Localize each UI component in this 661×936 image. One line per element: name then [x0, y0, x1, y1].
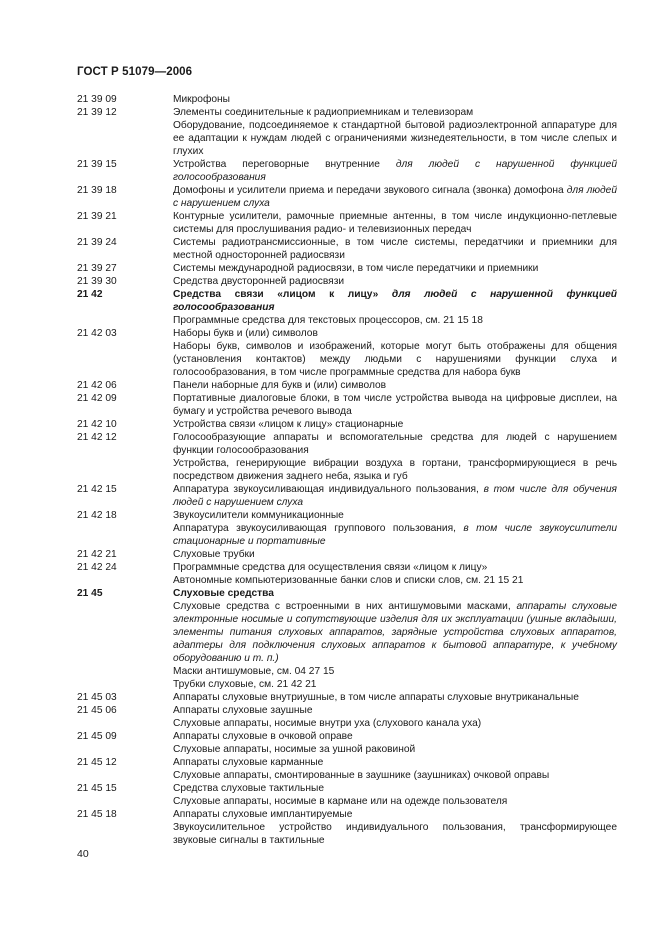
class-code	[77, 743, 173, 756]
class-code: 21 39 30	[77, 276, 117, 287]
list-item	[77, 808, 617, 821]
class-code: 21 42 09	[77, 393, 117, 404]
text-segment: Устройства, генерирующие вибрации воздуха в гортани, трансформирующиеся в речь посредством движения заднего неба, языка и губ	[173, 458, 617, 482]
class-description	[173, 483, 617, 509]
class-code: 21 45 06	[77, 705, 117, 716]
list-item	[77, 431, 617, 457]
page-number: 40	[77, 848, 89, 860]
class-description	[173, 717, 617, 730]
class-description	[173, 769, 617, 782]
class-code: 21 42 06	[77, 380, 117, 391]
list-item	[77, 600, 617, 665]
class-description	[173, 93, 617, 106]
text-segment: Панели наборные для букв и (или) символов	[173, 380, 387, 391]
text-segment: Аппараты слуховые карманные	[173, 757, 324, 768]
text-segment: Аппараты слуховые имплантируемые	[173, 809, 353, 820]
text-segment: Средства связи «лицом к лицу»	[173, 289, 392, 300]
class-description	[173, 418, 617, 431]
text-segment: Элементы соединительные к радиоприемникам и телевизорам	[173, 107, 474, 118]
class-code	[77, 522, 173, 548]
text-segment: Наборы букв и (или) символов	[173, 328, 318, 339]
class-code: 21 42 24	[77, 562, 117, 573]
text-segment: Звукоусилительное устройство индивидуального пользования, трансформирующее звуковые сигналы в тактильные	[173, 822, 617, 846]
class-description	[173, 392, 617, 418]
class-code: 21 42 10	[77, 419, 117, 430]
class-code	[77, 340, 173, 379]
list-item	[77, 93, 617, 106]
class-description	[173, 665, 617, 678]
class-code	[77, 769, 173, 782]
text-segment: Звукоусилители коммуникационные	[173, 510, 344, 521]
class-description	[173, 314, 617, 327]
text-segment: Аппараты слуховые заушные	[173, 705, 313, 716]
class-code: 21 42	[77, 289, 103, 300]
class-description	[173, 210, 617, 236]
list-item	[77, 418, 617, 431]
list-item	[77, 379, 617, 392]
class-description	[173, 600, 617, 665]
class-description	[173, 678, 617, 691]
class-description	[173, 119, 617, 158]
text-segment: Слуховые аппараты, носимые за ушной раковиной	[173, 744, 416, 755]
class-description	[173, 275, 617, 288]
class-code: 21 39 12	[77, 107, 117, 118]
class-description	[173, 457, 617, 483]
text-segment: Системы радиотрансмиссионные, в том числе системы, передатчики и приемники для местной односторонней радиосвязи	[173, 237, 617, 261]
text-segment: Портативные диалоговые блоки, в том числе устройства вывода на цифровые дисплеи, на бумагу и устройства речевого вывода	[173, 393, 617, 417]
list-item	[77, 288, 617, 314]
italic-text: в том числе звукоусилители стационарные и портативные	[173, 523, 617, 547]
class-description	[173, 561, 617, 574]
class-code	[77, 665, 173, 678]
class-description	[173, 704, 617, 717]
list-item	[77, 509, 617, 522]
italic-text: аппараты слуховые электронные носимые и сопутствующие изделия для их эксплуатации (ушные вкладыши, элементы питания слуховых аппаратов, зарядные устройства слуховых аппаратов, адаптеры для подключения слуховых аппаратов к бытовой аппаратуре, к учебному оборудованию и т. п.)	[173, 601, 617, 664]
list-item	[77, 678, 617, 691]
list-item	[77, 262, 617, 275]
list-item	[77, 236, 617, 262]
list-item	[77, 314, 617, 327]
text-segment: Программные средства для текстовых процессоров, см. 21 15 18	[173, 315, 483, 326]
list-item	[77, 704, 617, 717]
italic-text: для людей с нарушенной функцией голосообразования	[173, 289, 617, 313]
class-description	[173, 522, 617, 548]
class-description	[173, 756, 617, 769]
text-segment: Аппараты слуховые в очковой оправе	[173, 731, 353, 742]
list-item	[77, 275, 617, 288]
list-item	[77, 184, 617, 210]
list-item	[77, 587, 617, 600]
class-description	[173, 106, 617, 119]
class-code: 21 39 27	[77, 263, 117, 274]
class-description	[173, 691, 617, 704]
text-segment: Устройства переговорные внутренние	[173, 159, 396, 170]
class-code	[77, 717, 173, 730]
list-item	[77, 457, 617, 483]
class-description	[173, 548, 617, 561]
class-description	[173, 743, 617, 756]
class-code: 21 45 03	[77, 692, 117, 703]
class-code	[77, 119, 173, 158]
list-item	[77, 158, 617, 184]
class-description	[173, 158, 617, 184]
italic-text: для людей с нарушенной функцией голосообразования	[173, 159, 617, 183]
class-code	[77, 678, 173, 691]
list-item	[77, 483, 617, 509]
class-code: 21 42 12	[77, 432, 117, 443]
text-segment: Средства слуховые тактильные	[173, 783, 324, 794]
text-segment: Аппараты слуховые внутриушные, в том числе аппараты слуховые внутриканальные	[173, 692, 579, 703]
list-item	[77, 210, 617, 236]
class-code: 21 42 03	[77, 328, 117, 339]
list-item	[77, 743, 617, 756]
text-segment: Слуховые средства	[173, 588, 274, 599]
class-code	[77, 314, 173, 327]
italic-text: в том числе для обучения людей с нарушением слуха	[173, 484, 617, 508]
class-description	[173, 288, 617, 314]
list-item	[77, 522, 617, 548]
class-code: 21 45 12	[77, 757, 117, 768]
text-segment: Средства двусторонней радиосвязи	[173, 276, 345, 287]
list-item	[77, 821, 617, 847]
list-item	[77, 392, 617, 418]
class-code: 21 45 15	[77, 783, 117, 794]
text-segment: Системы международной радиосвязи, в том числе передатчики и приемники	[173, 263, 539, 274]
italic-text: для людей с нарушением слуха	[173, 185, 617, 209]
class-description	[173, 730, 617, 743]
list-item	[77, 730, 617, 743]
class-description	[173, 509, 617, 522]
class-code	[77, 795, 173, 808]
text-segment: Слуховые средства с встроенными в них антишумовыми масками,	[173, 601, 517, 612]
list-item	[77, 574, 617, 587]
class-description	[173, 327, 617, 340]
class-description	[173, 574, 617, 587]
text-segment: Маски антишумовые, см. 04 27 15	[173, 666, 335, 677]
class-code: 21 45	[77, 588, 103, 599]
text-segment: Устройства связи «лицом к лицу» стационарные	[173, 419, 404, 430]
text-segment: Аппаратура звукоусиливающая группового пользования,	[173, 523, 464, 534]
text-segment: Голосообразующие аппараты и вспомогательные средства для людей с нарушением функции голосообразования	[173, 432, 617, 456]
text-segment: Слуховые аппараты, смонтированные в заушнике (заушниках) очковой оправы	[173, 770, 550, 781]
class-description	[173, 795, 617, 808]
list-item	[77, 327, 617, 340]
list-item	[77, 548, 617, 561]
text-segment: Микрофоны	[173, 94, 230, 105]
class-description	[173, 821, 617, 847]
class-code: 21 39 21	[77, 211, 117, 222]
class-code: 21 45 18	[77, 809, 117, 820]
text-segment: Контурные усилители, рамочные приемные антенны, в том числе индукционно-петлевые системы для прослушивания радио- и телевизионных передач	[173, 211, 617, 235]
class-description	[173, 340, 617, 379]
class-code	[77, 574, 173, 587]
text-segment: Программные средства для осуществления связи «лицом к лицу»	[173, 562, 488, 573]
text-segment: Оборудование, подсоединяемое к стандартной бытовой радиоэлектронной аппаратуре для ее адаптации к нуждам людей с ограничениями жизнедеятельности, в том числе слепых и глухих	[173, 120, 617, 157]
list-item	[77, 691, 617, 704]
text-segment: Слуховые трубки	[173, 549, 255, 560]
class-code	[77, 600, 173, 665]
text-segment: Наборы букв, символов и изображений, которые могут быть отображены для общения (установления контактов) между людьми с нарушениями функции слуха и голосообразования, в том числе программные средства для набора букв	[173, 341, 617, 378]
class-code: 21 42 15	[77, 484, 117, 495]
list-item	[77, 340, 617, 379]
class-code	[77, 821, 173, 847]
text-segment: Автономные компьютеризованные банки слов и списки слов, см. 21 15 21	[173, 575, 524, 586]
list-item	[77, 717, 617, 730]
class-code: 21 39 24	[77, 237, 117, 248]
class-code	[77, 457, 173, 483]
list-item	[77, 795, 617, 808]
document-header: ГОСТ Р 51079—2006	[77, 66, 193, 78]
list-item	[77, 106, 617, 119]
text-segment: Домофоны и усилители приема и передачи звукового сигнала (звонка) домофона	[173, 185, 567, 196]
list-item	[77, 561, 617, 574]
text-segment: Аппаратура звукоусиливающая индивидуального пользования,	[173, 484, 484, 495]
list-item	[77, 769, 617, 782]
class-code: 21 45 09	[77, 731, 117, 742]
classification-list	[77, 93, 617, 847]
list-item	[77, 782, 617, 795]
class-description	[173, 184, 617, 210]
class-code: 21 42 21	[77, 549, 117, 560]
class-description	[173, 236, 617, 262]
class-description	[173, 262, 617, 275]
class-code: 21 39 18	[77, 185, 117, 196]
class-description	[173, 782, 617, 795]
class-code: 21 39 09	[77, 94, 117, 105]
text-segment: Трубки слуховые, см. 21 42 21	[173, 679, 317, 690]
class-description	[173, 587, 617, 600]
list-item	[77, 756, 617, 769]
list-item	[77, 119, 617, 158]
list-item	[77, 665, 617, 678]
text-segment: Слуховые аппараты, носимые в кармане или на одежде пользователя	[173, 796, 508, 807]
class-code: 21 39 15	[77, 159, 117, 170]
text-segment: Слуховые аппараты, носимые внутри уха (слухового канала уха)	[173, 718, 482, 729]
class-description	[173, 379, 617, 392]
class-description	[173, 808, 617, 821]
class-code: 21 42 18	[77, 510, 117, 521]
class-description	[173, 431, 617, 457]
